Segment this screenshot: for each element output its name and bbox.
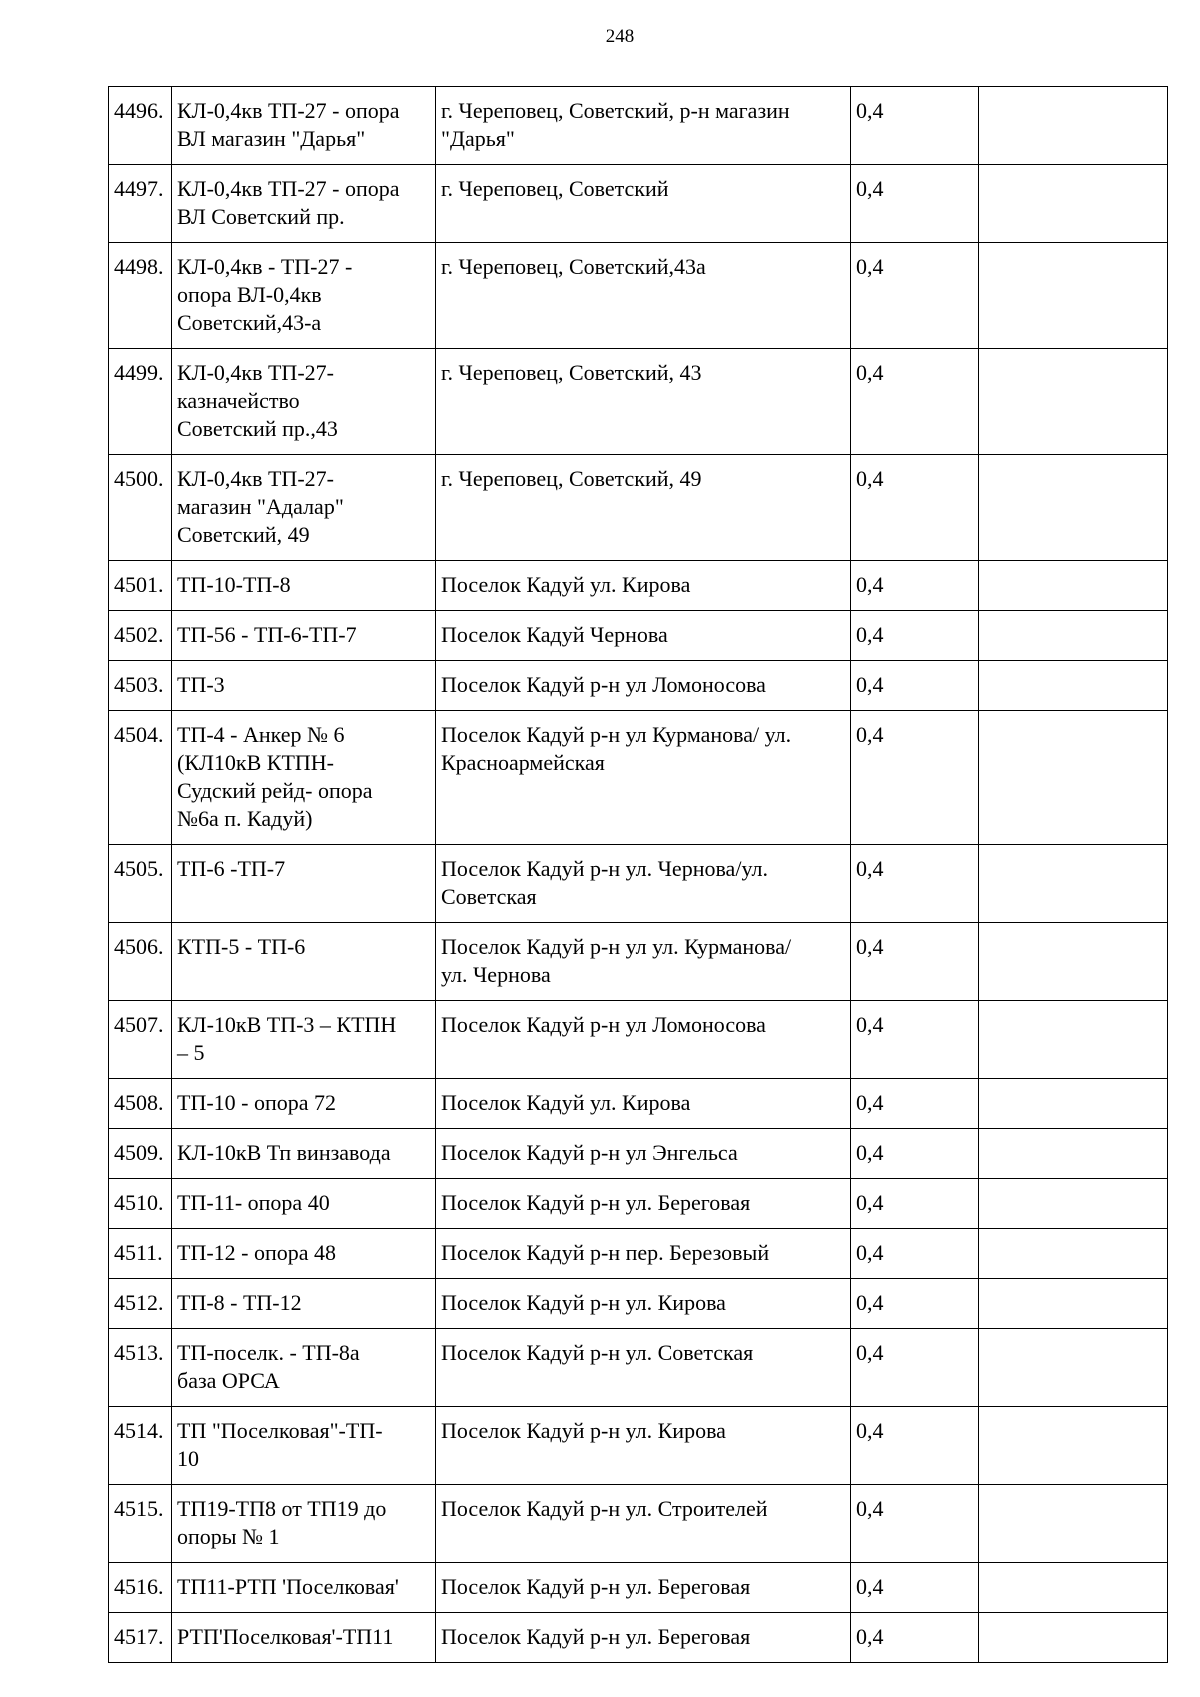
cell-address: Поселок Кадуй р-н ул. Береговая [436,1179,851,1229]
cell-voltage: 0,4 [851,1129,979,1179]
table-row [109,1563,1168,1613]
cell-line-name: ТП-10 - опора 72 [172,1079,436,1129]
table-row [109,1329,1168,1407]
cell-row-number: 4516. [109,1563,172,1613]
cell-address: Поселок Кадуй р-н ул ул. Курманова/ ул. Чернова [436,923,851,1001]
cell-notes [979,349,1168,455]
cell-voltage: 0,4 [851,1279,979,1329]
cell-voltage: 0,4 [851,1179,979,1229]
cell-row-number: 4517. [109,1613,172,1663]
page-number: 248 [605,26,635,47]
cell-row-number: 4504. [109,711,172,845]
table-row [109,349,1168,455]
cell-row-number: 4502. [109,611,172,661]
cell-address: Поселок Кадуй р-н ул. Советская [436,1329,851,1407]
cell-voltage: 0,4 [851,349,979,455]
cell-row-number: 4512. [109,1279,172,1329]
cell-address: Поселок Кадуй р-н ул. Кирова [436,1407,851,1485]
cell-address: Поселок Кадуй р-н ул Ломоносова [436,1001,851,1079]
cell-notes [979,611,1168,661]
cell-address: г. Череповец, Советский,43а [436,243,851,349]
cell-notes [979,923,1168,1001]
cell-notes [979,165,1168,243]
cell-line-name: ТП "Поселковая"-ТП- 10 [172,1407,436,1485]
table-row [109,661,1168,711]
cell-line-name: КЛ-0,4кв ТП-27 - опора ВЛ Советский пр. [172,165,436,243]
cell-notes [979,661,1168,711]
table-row [109,1129,1168,1179]
cell-row-number: 4513. [109,1329,172,1407]
cell-address: г. Череповец, Советский, р-н магазин "Дарья" [436,87,851,165]
cell-notes [979,1001,1168,1079]
cell-line-name: ТП-3 [172,661,436,711]
cell-notes [979,1079,1168,1129]
table-row [109,1079,1168,1129]
cell-voltage: 0,4 [851,1613,979,1663]
cell-line-name: КЛ-0,4кв - ТП-27 - опора ВЛ-0,4кв Советский,43-а [172,243,436,349]
table-row [109,1279,1168,1329]
cell-line-name: ТП-10-ТП-8 [172,561,436,611]
cell-address: Поселок Кадуй Чернова [436,611,851,661]
cell-address: г. Череповец, Советский [436,165,851,243]
cell-voltage: 0,4 [851,1407,979,1485]
cell-line-name: КЛ-10кВ ТП-3 – КТПН – 5 [172,1001,436,1079]
cell-voltage: 0,4 [851,165,979,243]
table-row [109,845,1168,923]
cell-row-number: 4515. [109,1485,172,1563]
cell-notes [979,561,1168,611]
table-row [109,1485,1168,1563]
cell-line-name: ТП-8 - ТП-12 [172,1279,436,1329]
cell-line-name: ТП-6 -ТП-7 [172,845,436,923]
cell-notes [979,1563,1168,1613]
cell-notes [979,1129,1168,1179]
cell-row-number: 4509. [109,1129,172,1179]
cell-row-number: 4500. [109,455,172,561]
table-row [109,611,1168,661]
cell-address: Поселок Кадуй р-н ул Курманова/ ул. Красноармейская [436,711,851,845]
cell-voltage: 0,4 [851,1329,979,1407]
cell-notes [979,1613,1168,1663]
cell-voltage: 0,4 [851,243,979,349]
cell-row-number: 4501. [109,561,172,611]
cell-line-name: РТП'Поселковая'-ТП11 [172,1613,436,1663]
cell-line-name: КЛ-10кВ Тп винзавода [172,1129,436,1179]
table-row [109,923,1168,1001]
cell-voltage: 0,4 [851,1001,979,1079]
cell-notes [979,845,1168,923]
cell-row-number: 4514. [109,1407,172,1485]
cell-voltage: 0,4 [851,87,979,165]
cell-notes [979,1229,1168,1279]
cell-address: г. Череповец, Советский, 43 [436,349,851,455]
cell-line-name: ТП-4 - Анкер № 6 (КЛ10кВ КТПН- Судский рейд- опора №6а п. Кадуй) [172,711,436,845]
table-body [109,87,1168,1663]
table-row [109,455,1168,561]
cell-line-name: ТП-56 - ТП-6-ТП-7 [172,611,436,661]
cell-address: Поселок Кадуй р-н пер. Березовый [436,1229,851,1279]
table-row [109,87,1168,165]
cell-address: Поселок Кадуй р-н ул. Кирова [436,1279,851,1329]
cell-row-number: 4508. [109,1079,172,1129]
cell-row-number: 4511. [109,1229,172,1279]
cell-notes [979,711,1168,845]
cell-row-number: 4497. [109,165,172,243]
cell-voltage: 0,4 [851,845,979,923]
table-row [109,1179,1168,1229]
cell-address: Поселок Кадуй ул. Кирова [436,1079,851,1129]
table-row [109,1407,1168,1485]
cell-voltage: 0,4 [851,1563,979,1613]
cell-voltage: 0,4 [851,455,979,561]
registry-table [108,86,1168,1663]
cell-notes [979,455,1168,561]
cell-line-name: ТП-12 - опора 48 [172,1229,436,1279]
table-row [109,1229,1168,1279]
cell-voltage: 0,4 [851,1079,979,1129]
cell-line-name: КТП-5 - ТП-6 [172,923,436,1001]
cell-address: Поселок Кадуй р-н ул. Береговая [436,1563,851,1613]
cell-notes [979,1485,1168,1563]
cell-notes [979,243,1168,349]
cell-voltage: 0,4 [851,711,979,845]
cell-voltage: 0,4 [851,561,979,611]
cell-row-number: 4505. [109,845,172,923]
cell-line-name: ТП-поселк. - ТП-8а база ОРСА [172,1329,436,1407]
table-row [109,243,1168,349]
cell-address: Поселок Кадуй р-н ул Энгельса [436,1129,851,1179]
cell-address: Поселок Кадуй ул. Кирова [436,561,851,611]
cell-row-number: 4498. [109,243,172,349]
cell-voltage: 0,4 [851,1485,979,1563]
cell-row-number: 4510. [109,1179,172,1229]
cell-voltage: 0,4 [851,1229,979,1279]
table-row [109,1001,1168,1079]
cell-line-name: КЛ-0,4кв ТП-27 - опора ВЛ магазин "Дарья" [172,87,436,165]
cell-line-name: КЛ-0,4кв ТП-27- казначейство Советский пр.,43 [172,349,436,455]
table-row [109,711,1168,845]
cell-row-number: 4496. [109,87,172,165]
cell-line-name: КЛ-0,4кв ТП-27- магазин "Адалар" Советский, 49 [172,455,436,561]
cell-line-name: ТП19-ТП8 от ТП19 до опоры № 1 [172,1485,436,1563]
cell-address: Поселок Кадуй р-н ул Ломоносова [436,661,851,711]
cell-notes [979,87,1168,165]
cell-voltage: 0,4 [851,661,979,711]
cell-row-number: 4507. [109,1001,172,1079]
cell-address: Поселок Кадуй р-н ул. Береговая [436,1613,851,1663]
cell-notes [979,1279,1168,1329]
table-row [109,1613,1168,1663]
cell-notes [979,1179,1168,1229]
cell-row-number: 4499. [109,349,172,455]
cell-address: г. Череповец, Советский, 49 [436,455,851,561]
cell-notes [979,1329,1168,1407]
cell-row-number: 4503. [109,661,172,711]
cell-line-name: ТП-11- опора 40 [172,1179,436,1229]
cell-voltage: 0,4 [851,611,979,661]
table-row [109,165,1168,243]
cell-address: Поселок Кадуй р-н ул. Чернова/ул. Советская [436,845,851,923]
cell-row-number: 4506. [109,923,172,1001]
cell-line-name: ТП11-РТП 'Поселковая' [172,1563,436,1613]
cell-notes [979,1407,1168,1485]
table-row [109,561,1168,611]
cell-voltage: 0,4 [851,923,979,1001]
cell-address: Поселок Кадуй р-н ул. Строителей [436,1485,851,1563]
